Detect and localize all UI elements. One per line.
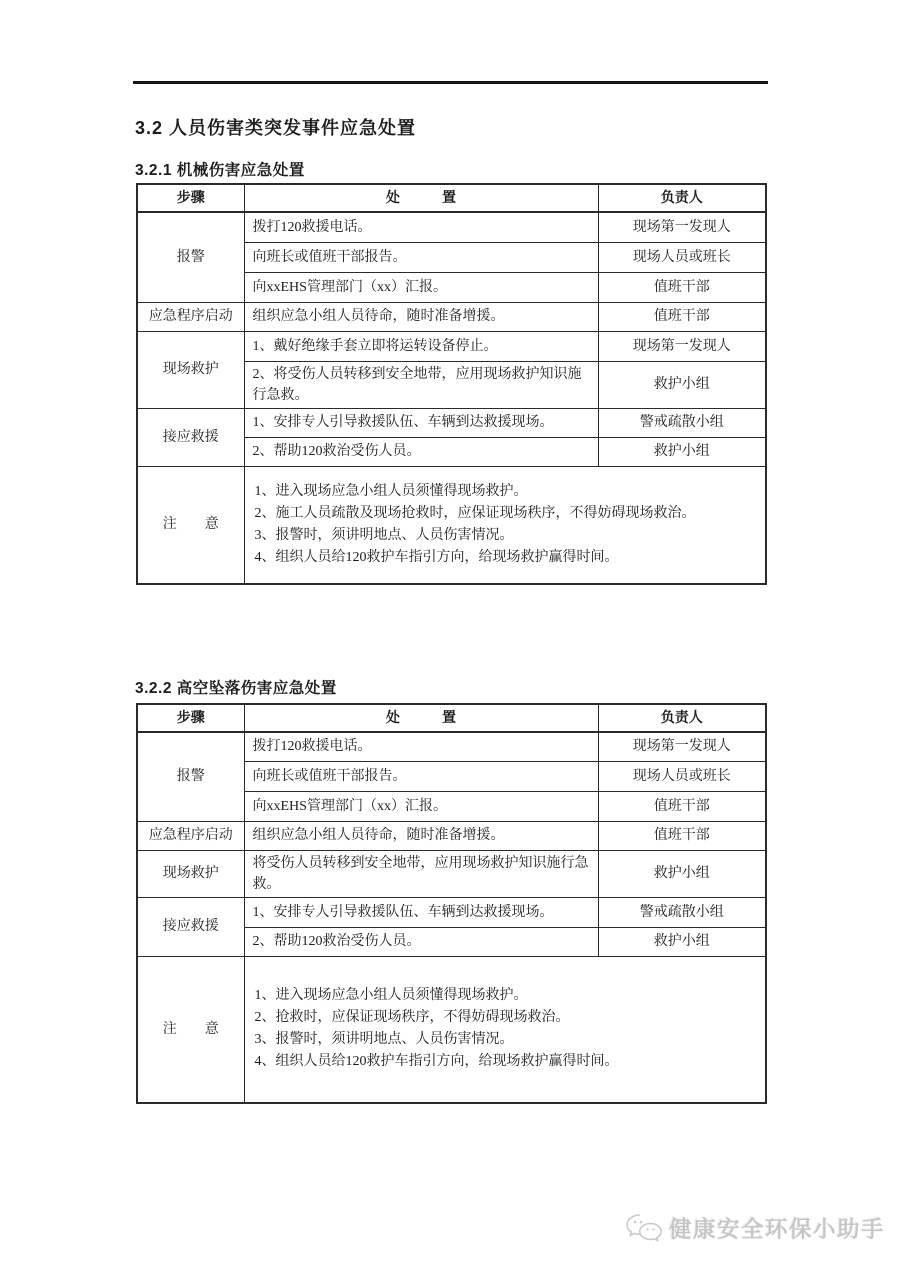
note-row [137, 956, 766, 1103]
action-cell: 向班长或值班干部报告。 [244, 242, 598, 272]
owner-cell: 救护小组 [598, 437, 766, 466]
step-cell: 接应救援 [137, 408, 244, 466]
note-line: 2、抢救时，应保证现场秩序，不得妨碍现场救治。 [254, 1010, 570, 1026]
step-cell: 接应救援 [137, 897, 244, 956]
table-row [137, 897, 766, 927]
col-header-action: 处 置 [244, 184, 598, 212]
owner-cell: 现场人员或班长 [598, 242, 766, 272]
watermark-text: 健康安全环保小助手 [669, 1217, 886, 1242]
action-cell: 1、戴好绝缘手套立即将运转设备停止。 [244, 331, 598, 361]
action-cell: 组织应急小组人员待命，随时准备增援。 [244, 821, 598, 850]
step-cell: 报警 [137, 212, 244, 302]
table-header-row [137, 184, 766, 212]
table-row [137, 850, 766, 897]
owner-cell: 现场第一发现人 [598, 212, 766, 242]
action-cell: 1、安排专人引导救援队伍、车辆到达救援现场。 [244, 408, 598, 437]
wechat-bubbles-icon [624, 1212, 664, 1244]
table-row [137, 408, 766, 437]
note-line: 4、组织人员给120救护车指引方向，给现场救护赢得时间。 [254, 1054, 619, 1070]
header-rule [133, 81, 768, 84]
action-cell: 2、帮助120救治受伤人员。 [244, 437, 598, 466]
table-header-row [137, 704, 766, 732]
step-cell: 应急程序启动 [137, 821, 244, 850]
note-content-cell [244, 956, 766, 1103]
table-row [137, 732, 766, 761]
owner-cell: 警戒疏散小组 [598, 897, 766, 927]
note-step-cell: 注 意 [137, 956, 244, 1103]
owner-cell: 值班干部 [598, 272, 766, 302]
step-cell: 应急程序启动 [137, 302, 244, 331]
owner-cell: 救护小组 [598, 850, 766, 897]
table-row [137, 821, 766, 850]
action-cell: 拨打120救援电话。 [244, 732, 598, 761]
action-cell: 向xxEHS管理部门（xx）汇报。 [244, 791, 598, 821]
owner-cell: 值班干部 [598, 821, 766, 850]
table-row [137, 302, 766, 331]
mechanical-injury-table [136, 183, 767, 585]
owner-cell: 警戒疏散小组 [598, 408, 766, 437]
note-step-cell: 注 意 [137, 466, 244, 584]
owner-cell: 救护小组 [598, 361, 766, 408]
owner-cell: 值班干部 [598, 791, 766, 821]
action-cell: 向xxEHS管理部门（xx）汇报。 [244, 272, 598, 302]
owner-cell: 值班干部 [598, 302, 766, 331]
watermark [624, 1212, 885, 1244]
action-cell: 2、帮助120救治受伤人员。 [244, 927, 598, 956]
step-cell: 现场救护 [137, 850, 244, 897]
col-header-owner: 负责人 [598, 704, 766, 732]
col-header-step: 步骤 [137, 704, 244, 732]
step-cell: 报警 [137, 732, 244, 821]
note-line: 1、进入现场应急小组人员须懂得现场救护。 [254, 988, 528, 1004]
note-line: 3、报警时，须讲明地点、人员伤害情况。 [254, 527, 514, 543]
fall-injury-table [136, 703, 767, 1104]
subsection-heading-mechanical: 3.2.1 机械伤害应急处置 [135, 162, 305, 179]
action-cell: 将受伤人员转移到安全地带，应用现场救护知识施行急救。 [244, 850, 598, 897]
step-cell: 现场救护 [137, 331, 244, 408]
note-line: 1、进入现场应急小组人员须懂得现场救护。 [254, 483, 528, 499]
table-row [137, 331, 766, 361]
action-cell: 向班长或值班干部报告。 [244, 761, 598, 791]
note-line: 4、组织人员给120救护车指引方向，给现场救护赢得时间。 [254, 549, 619, 565]
owner-cell: 救护小组 [598, 927, 766, 956]
note-line: 2、施工人员疏散及现场抢救时，应保证现场秩序，不得妨碍现场救治。 [254, 505, 696, 521]
owner-cell: 现场第一发现人 [598, 331, 766, 361]
action-cell: 2、将受伤人员转移到安全地带，应用现场救护知识施行急救。 [244, 361, 598, 408]
action-cell: 1、安排专人引导救援队伍、车辆到达救援现场。 [244, 897, 598, 927]
col-header-step: 步骤 [137, 184, 244, 212]
section-heading: 3.2 人员伤害类突发事件应急处置 [135, 118, 417, 138]
owner-cell: 现场第一发现人 [598, 732, 766, 761]
col-header-action: 处 置 [244, 704, 598, 732]
subsection-heading-falling: 3.2.2 高空坠落伤害应急处置 [135, 680, 337, 697]
owner-cell: 现场人员或班长 [598, 761, 766, 791]
note-line: 3、报警时，须讲明地点、人员伤害情况。 [254, 1032, 514, 1048]
col-header-owner: 负责人 [598, 184, 766, 212]
table-row [137, 212, 766, 242]
action-cell: 组织应急小组人员待命，随时准备增援。 [244, 302, 598, 331]
action-cell: 拨打120救援电话。 [244, 212, 598, 242]
note-row [137, 466, 766, 584]
note-content-cell [244, 466, 766, 584]
